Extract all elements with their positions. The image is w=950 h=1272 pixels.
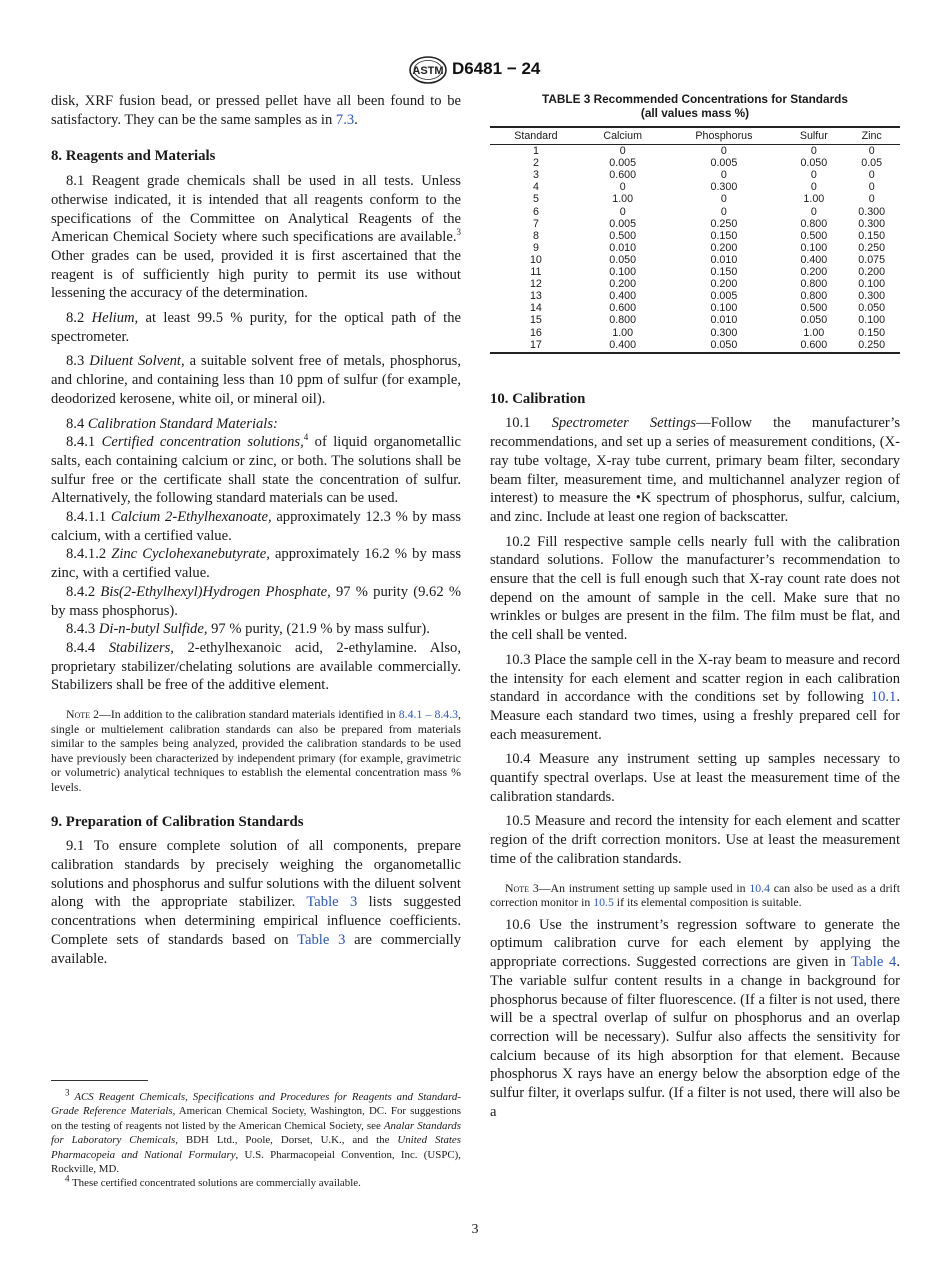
table-cell: 9 <box>532 241 539 254</box>
right-column <box>490 92 900 1121</box>
table-cell: 0 <box>868 193 875 206</box>
table-cell: 0 <box>868 145 875 158</box>
table-cell: 1.00 <box>803 326 825 339</box>
ref-link-8-4-1-to-8-4-3[interactable]: 8.4.1 – 8.4.3 <box>398 707 459 722</box>
table-cell: 0.050 <box>609 253 637 266</box>
ref-link-table-3-b[interactable]: Table 3 <box>297 931 346 948</box>
ref-link-10-5[interactable]: 10.5 <box>593 895 614 910</box>
paragraph-10-2: 10.2 Fill respective sample cells nearly full with the calibration standard solutions. Follow the manufacturer’s recommendation to ensure that the cell is full enough such that X-ray count rate does not depend on the amount of sample in the cell. Make sure that no wrinkles or bulges are present in the film. The film must be flat, and the cell shall be vented. <box>490 533 900 644</box>
note-3: Note 3—An instrument setting up sample used in 10.4 can also be used as a drift correction monitor in 10.5 if its elemental composition is suitable. <box>490 880 900 910</box>
table-cell: 0 <box>868 169 875 182</box>
table-cell: 15 <box>529 314 542 327</box>
table-row <box>490 290 900 302</box>
table-cell: 0.050 <box>858 302 886 315</box>
table-row <box>490 314 900 326</box>
table-cell: 0.200 <box>609 278 637 291</box>
table-cell: 0.005 <box>710 290 738 303</box>
table-header-cell: Sulfur <box>784 127 843 145</box>
table-cell: 4 <box>532 181 539 194</box>
table-cell: 0.010 <box>609 241 637 254</box>
paragraph-8-1: 8.1 Reagent grade chemicals shall be used in all tests. Unless otherwise indicated, it is intended that all reagents conform to the specifications of the Committee on Analytical Reagents of the American Chemical Society where such specifications are available.$^3$ Other grades can be used, provided it is first ascertained that the reagent is of sufficiently high purity to permit its use without lessening the accuracy of the determination. <box>51 173 461 302</box>
table-cell: 0.600 <box>609 169 637 182</box>
table-row <box>490 266 900 278</box>
table-cell: 0.500 <box>609 229 637 242</box>
table-cell: 0.100 <box>858 278 886 291</box>
footnote-ref-4[interactable]: 4 <box>303 432 309 443</box>
table-cell: 0.250 <box>710 217 738 230</box>
table-cell: 0.300 <box>710 181 738 194</box>
table-cell: 0.010 <box>710 314 738 327</box>
left-column <box>51 92 461 968</box>
table-cell: 0.200 <box>800 266 828 279</box>
table-cell: 5 <box>532 193 539 206</box>
table-cell: 14 <box>529 302 542 315</box>
footnote-4: $^4$ These certified concentrated solutions are commercially available. <box>65 1173 361 1190</box>
table-cell: 0.05 <box>861 157 883 170</box>
table-row <box>490 302 900 314</box>
astm-logo-icon <box>409 56 447 84</box>
page-header <box>0 56 950 86</box>
paragraph-8-4: 8.4 Calibration Standard Materials: <box>66 415 278 432</box>
table-3-title: TABLE 3 Recommended Concentrations for Standards (all values mass %) <box>542 92 848 120</box>
table-cell: 0.500 <box>800 302 828 315</box>
table-cell: 0.050 <box>800 157 828 170</box>
section-8-title: 8. Reagents and Materials <box>51 148 216 165</box>
table-row <box>490 230 900 242</box>
section-9-title: 9. Preparation of Calibration Standards <box>51 813 304 830</box>
document-id: D6481 − 24 <box>452 59 541 78</box>
table-cell: 0.400 <box>582 339 664 353</box>
table-cell: 0.800 <box>800 278 828 291</box>
table-cell: 0 <box>619 181 626 194</box>
table-cell: 3 <box>532 169 539 182</box>
paragraph-9-1: 9.1 To ensure complete solution of all components, prepare calibration standards by precisely weighing the organometallic solutions and phosphorus and sulfur solutions with the diluent solvent along with the appropriate stabilizer. Table 3 lists suggested concentrations when determining empirical influence coefficients. Complete sets of standards based on Table 3 are commercially available. <box>51 838 462 967</box>
table-cell: 16 <box>529 326 542 339</box>
table-cell: 0 <box>619 145 626 158</box>
footnotes <box>51 1087 462 1191</box>
paragraph-10-4: 10.4 Measure any instrument setting up samples necessary to quantify spectral overlaps. Use at least the measurement time of the calibration standards. <box>490 751 900 805</box>
table-cell: 0.600 <box>609 302 637 315</box>
svg-text:ASTM: ASTM <box>412 65 444 77</box>
table-row <box>490 278 900 290</box>
table-cell: 0.400 <box>609 290 637 303</box>
table-cell: 0 <box>720 145 727 158</box>
table-cell: 0.100 <box>800 241 828 254</box>
table-header-row <box>490 127 900 145</box>
table-row <box>490 339 900 353</box>
footnote-3: $^3$ ACS Reagent Chemicals, Specifications and Procedures for Reagents and Standard-Grade Reference Materials, American Chemical Society, Washington, DC. For suggestions on the testing of reagents not listed by the American Chemical Society, see Analar Standards for Laboratory Chemicals, BDH Ltd., Poole, Dorset, U.K., and the United States Pharmacopeia and National Formulary, U.S. Pharmacopeial Convention, Inc. (USPC), Rockville, MD. <box>51 1087 462 1176</box>
table-cell: 0.100 <box>609 266 637 279</box>
footnote-ref-3[interactable]: 3 <box>456 227 461 238</box>
ref-link-10-1[interactable]: 10.1 <box>870 689 897 706</box>
paragraph-8-4-1: 8.4.1 Certified concentration solutions,$^4$ of liquid organometallic salts, each containing calcium or zinc, or both. The solutions shall be sulfur free or the certificate shall state the concentration of sulfur. Alternatively, the following standard materials can be used. <box>51 432 461 507</box>
table-3 <box>490 126 900 354</box>
table-cell: 0 <box>810 169 817 182</box>
table-cell: 0.150 <box>858 326 886 339</box>
table-cell: 0.100 <box>710 302 738 315</box>
table-cell: 0.300 <box>858 217 886 230</box>
table-row <box>490 206 900 218</box>
table-cell: 0.005 <box>710 157 738 170</box>
paragraph-10-3: 10.3 Place the sample cell in the X-ray beam to measure and record the intensity for each element and scatter region in each calibration standard in accordance with the conditions set by following 10.1. Measure each standard two times, using a freshly prepared cell for each measurement. <box>490 651 900 743</box>
table-cell: 0.100 <box>858 314 886 327</box>
table-cell: 0.050 <box>664 339 785 353</box>
table-cell: 0.800 <box>800 217 828 230</box>
note-2: Note 2—In addition to the calibration standard materials identified in 8.4.1 – 8.4.3, single or multielement calibration standards can also be prepared from materials similar to the samples being analyzed, provided the calibration standards to be used have previously been characterized by independent primary (for example, gravimetric or volumetric) analytical techniques to establish the elemental concentration mass % levels. <box>51 707 461 795</box>
table-cell: 12 <box>529 278 542 291</box>
page-number: 3 <box>471 1222 479 1237</box>
table-cell: 17 <box>490 339 582 353</box>
table-cell: 0 <box>868 181 875 194</box>
table-cell: 0 <box>720 205 727 218</box>
table-cell: 0.200 <box>710 278 738 291</box>
table-header-cell: Phosphorus <box>664 127 785 145</box>
table-row <box>490 254 900 266</box>
footnote-divider <box>51 1080 148 1081</box>
section-10-title: 10. Calibration <box>490 390 586 407</box>
table-cell: 0.005 <box>609 217 637 230</box>
table-row <box>490 181 900 193</box>
paragraph-continued: disk, XRF fusion bead, or pressed pellet have all been found to be satisfactory. They can be the same samples as in 7.3. <box>51 93 461 128</box>
table-cell: 11 <box>530 266 542 279</box>
table-cell: 0.300 <box>710 326 738 339</box>
table-cell: 1 <box>532 145 539 158</box>
paragraph-10-1: 10.1 Spectrometer Settings—Follow the manufacturer’s recommendations, and set up a series of measurement conditions, (X-ray tube voltage, X-ray tube current, primary beam filter, secondary beam filter, measurement time, and multichannel analyzer region of interest) to measure the •K spectrum of phosphorus, sulfur, calcium, and zinc. Include at least one region of backscatter. <box>490 415 900 525</box>
paragraph-8-4-1-1: 8.4.1.1 Calcium 2-Ethylhexanoate, approximately 12.3 % by mass calcium, with a certified value. <box>51 509 461 544</box>
table-header-cell: Calcium <box>582 127 664 145</box>
table-row <box>490 193 900 205</box>
ref-link-10-4[interactable]: 10.4 <box>749 880 771 895</box>
table-cell: 0.050 <box>800 314 828 327</box>
table-cell: 0.150 <box>710 229 738 242</box>
table-cell: 0.250 <box>858 241 886 254</box>
table-cell: 0 <box>720 193 727 206</box>
table-cell: 0.600 <box>784 339 843 353</box>
table-cell: 2 <box>532 157 539 170</box>
paragraph-8-4-4: 8.4.4 Stabilizers, 2-ethylhexanoic acid, 2-ethylamine. Also, proprietary stabilizer/chelating solutions are available commercially. Stabilizers shall be free of the additive element. <box>51 639 461 694</box>
table-cell: 0.150 <box>710 266 738 279</box>
table-cell: 6 <box>532 205 539 218</box>
table-cell: 1.00 <box>612 326 634 339</box>
table-cell: 0.400 <box>800 253 828 266</box>
paragraph-8-4-1-2: 8.4.1.2 Zinc Cyclohexanebutyrate, approximately 16.2 % by mass zinc, with a certified value. <box>51 546 461 582</box>
table-row <box>490 145 900 158</box>
table-cell: 0 <box>720 169 727 182</box>
table-cell: 13 <box>529 290 542 303</box>
paragraph-8-4-3: 8.4.3 Di-n-butyl Sulfide, 97 % purity, (21.9 % by mass sulfur). <box>66 621 430 638</box>
table-cell: 10 <box>529 253 542 266</box>
table-header-cell: Zinc <box>843 127 900 145</box>
table-cell: 0.200 <box>710 241 738 254</box>
table-row <box>490 157 900 169</box>
ref-link-table-4[interactable]: Table 4 <box>851 954 897 971</box>
table-cell: 7 <box>532 217 539 230</box>
table-cell: 0.005 <box>609 157 637 170</box>
table-cell: 0.800 <box>800 290 828 303</box>
ref-link-table-3[interactable]: Table 3 <box>306 894 358 911</box>
table-cell: 0.250 <box>843 339 900 353</box>
paragraph-10-6: 10.6 Use the instrument’s regression software to generate the optimum calibration curve for each element by applying the appropriate corrections. Suggested corrections are given in Table 4. The variable sulfur content results in a change in background for phosphorus because of filter fluorescence. (If a filter is not used, there will be a spectral overlap of sulfur on phosphorus and an overlap correction will be necessary). Sulfur also affects the sensitivity for calcium because of its high absorption for that element. Because phosphorus X rays have an energy below the absorption edge of the sulfur filter, it overlaps sulfur. (If a filter is not used, there will also be a <box>490 916 900 1120</box>
paragraph-10-5: 10.5 Measure and record the intensity for each element and scatter region of the drift correction monitors. Use at least the measurement time of the calibration standards. <box>490 813 900 867</box>
paragraph-8-2: 8.2 Helium, at least 99.5 % purity, for the optical path of the spectrometer. <box>51 310 461 345</box>
table-row <box>490 242 900 254</box>
table-row <box>490 327 900 339</box>
paragraph-8-3: 8.3 Diluent Solvent, a suitable solvent free of metals, phosphorus, and chlorine, and containing less than 10 ppm of sulfur (for example, deodorized kerosene, white oil, or mineral oil). <box>51 353 461 407</box>
table-cell: 0.800 <box>609 314 637 327</box>
table-header-cell: Standard <box>490 127 582 145</box>
table-cell: 0.075 <box>858 253 886 266</box>
table-cell: 0 <box>810 205 817 218</box>
table-cell: 0 <box>619 205 626 218</box>
table-cell: 0.010 <box>710 253 738 266</box>
paragraph-8-4-2: 8.4.2 Bis(2-Ethylhexyl)Hydrogen Phosphate, 97 % purity (9.62 % by mass phosphorus). <box>51 583 461 619</box>
table-cell: 1.00 <box>612 193 634 206</box>
table-cell: 1.00 <box>803 193 825 206</box>
table-cell: 0.150 <box>858 229 886 242</box>
table-cell: 0.300 <box>858 205 886 218</box>
table-row <box>490 169 900 181</box>
ref-link-7-3[interactable]: 7.3 <box>335 111 355 128</box>
table-cell: 8 <box>532 229 539 242</box>
table-cell: 0 <box>810 181 817 194</box>
table-row <box>490 218 900 230</box>
table-cell: 0 <box>810 145 817 158</box>
table-cell: 0.300 <box>858 290 886 303</box>
table-cell: 0.200 <box>858 266 886 279</box>
table-cell: 0.500 <box>800 229 828 242</box>
